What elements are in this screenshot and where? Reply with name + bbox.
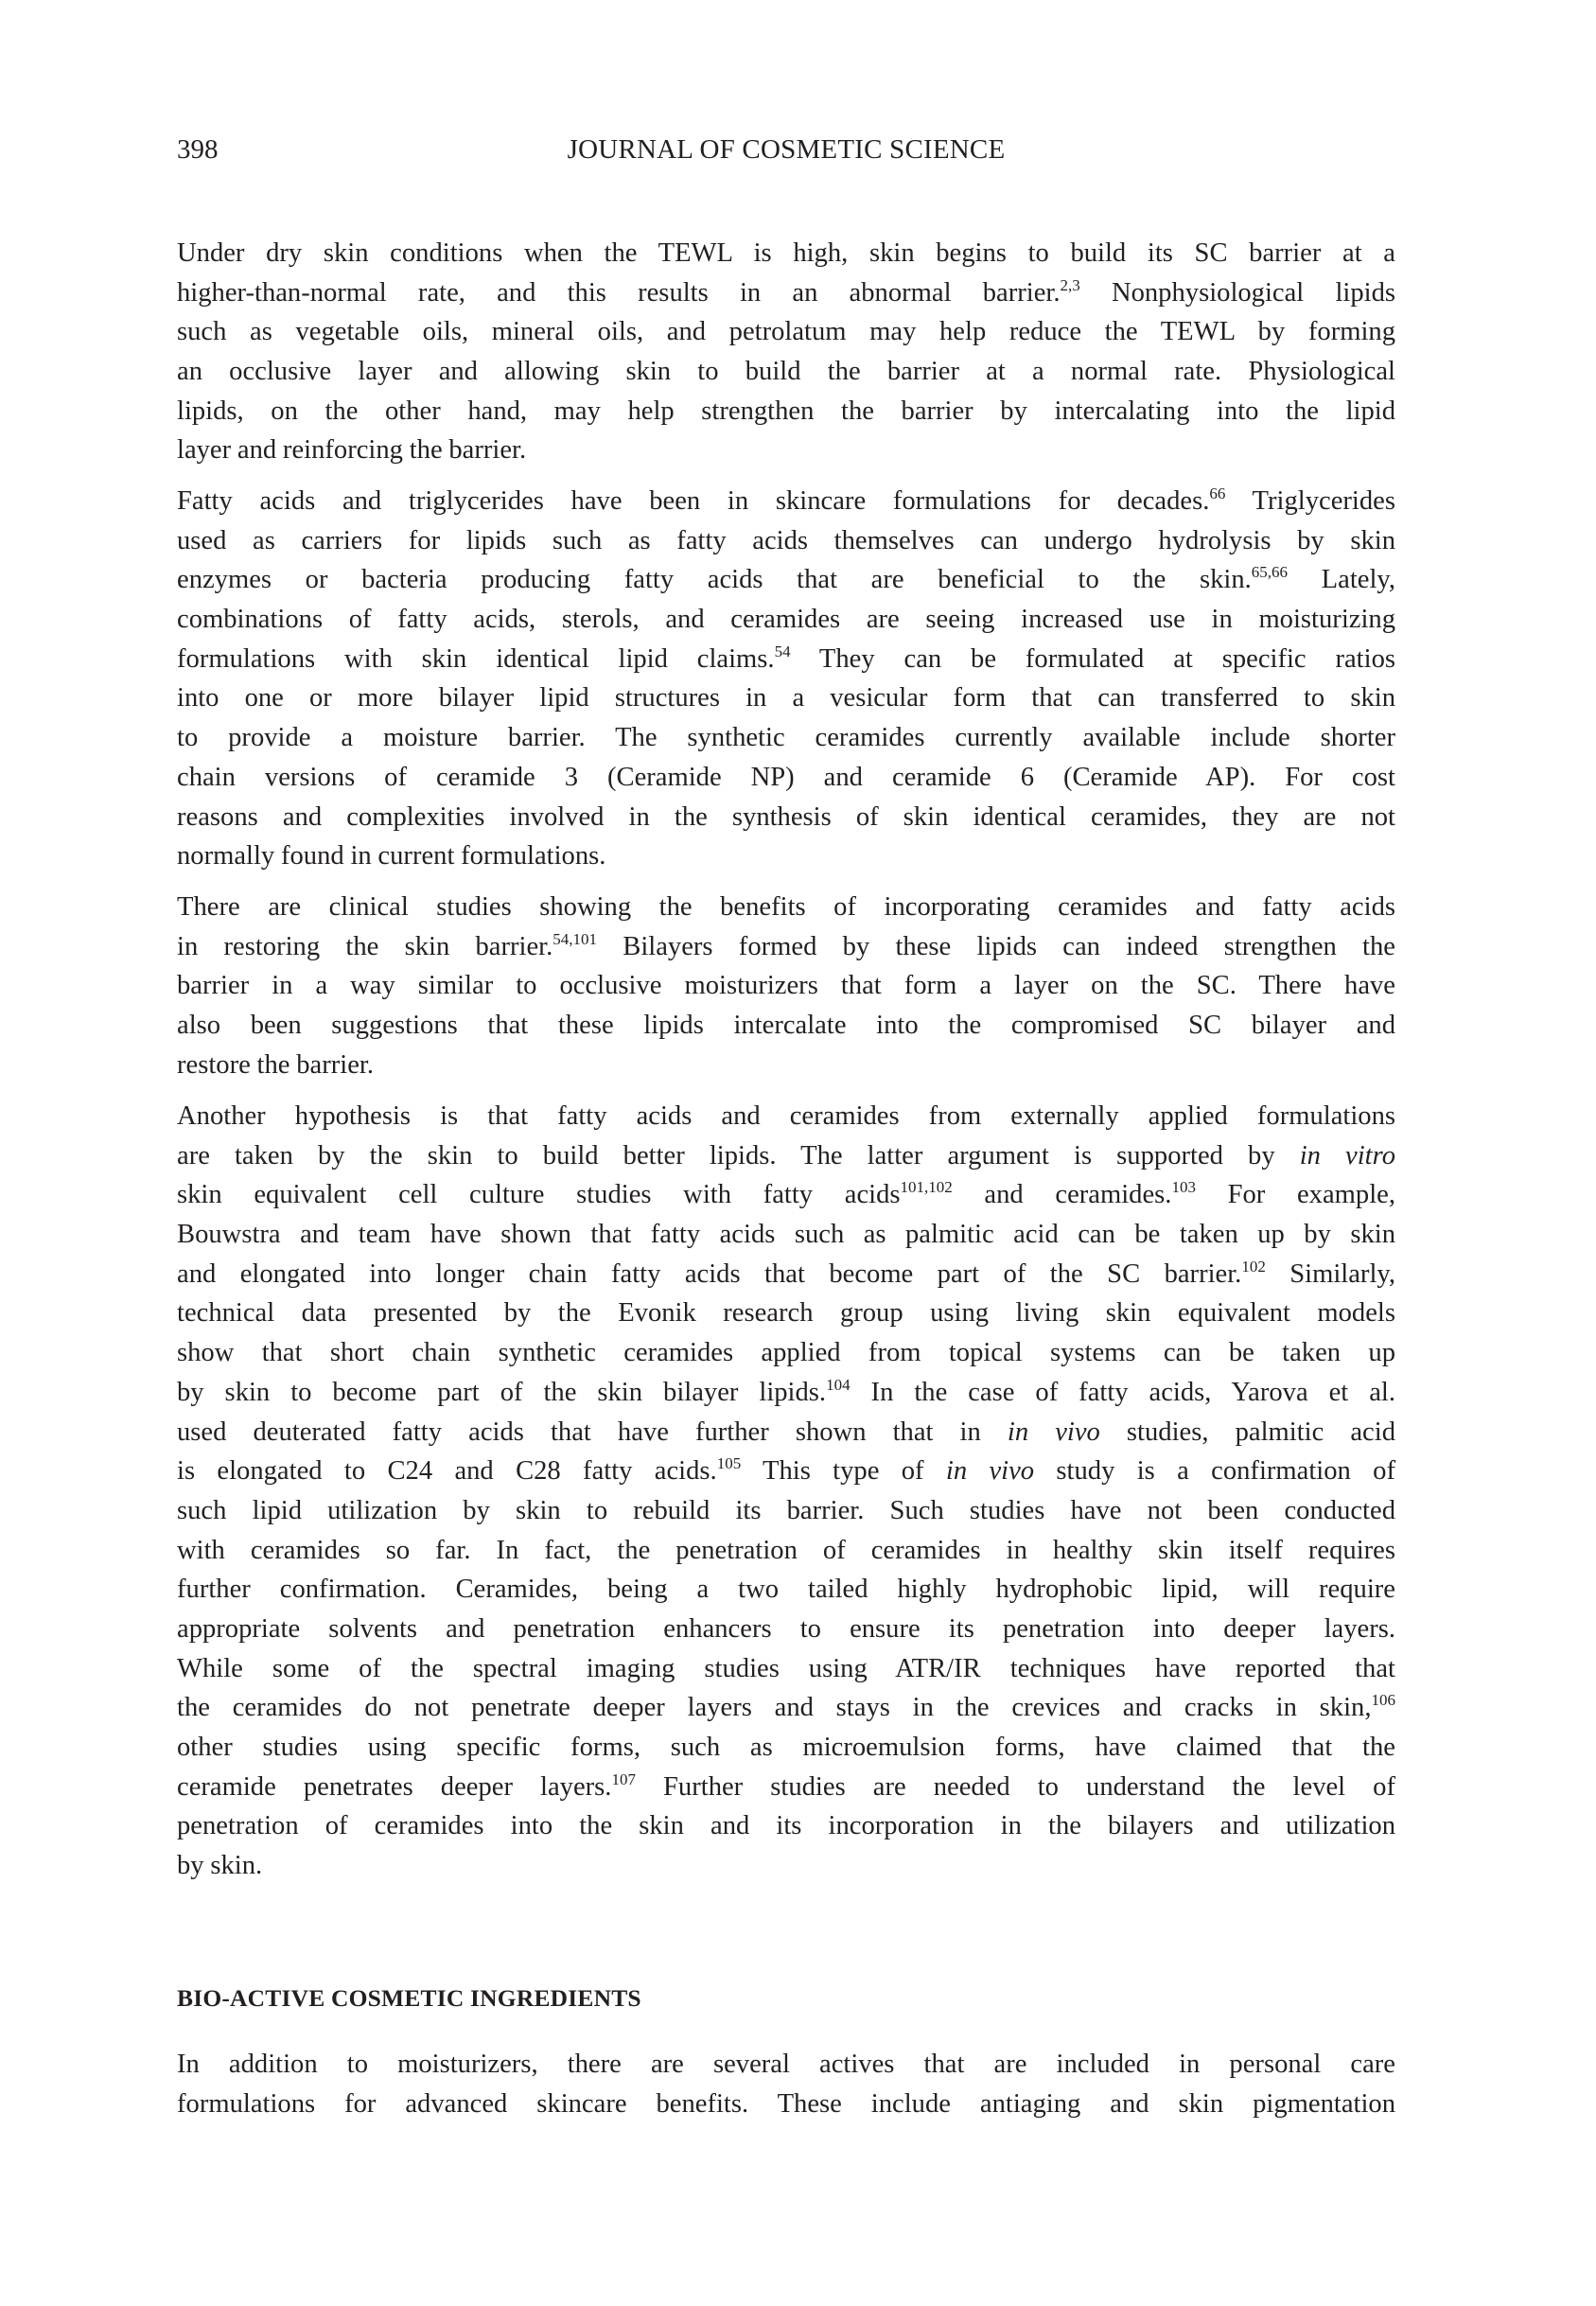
text-line [177, 1846, 1395, 1886]
citation-superscript: 104 [826, 1375, 851, 1394]
text-line [177, 1610, 1395, 1649]
section-heading: BIO-ACTIVE COSMETIC INGREDIENTS [177, 1984, 641, 2012]
text-line [177, 1452, 1395, 1491]
citation-superscript: 54 [774, 642, 791, 660]
text-line [177, 758, 1395, 798]
text-line [177, 678, 1395, 718]
paragraph-4 [177, 1097, 1395, 1886]
text-line [177, 1491, 1395, 1531]
text-line [177, 1806, 1395, 1846]
text-line [177, 234, 1395, 273]
citation-superscript: 101,102 [900, 1178, 953, 1197]
text-run: While some of the spectral imaging studies using ATR/IR techniques have reported that [177, 1653, 1395, 1683]
text-run: appropriate solvents and penetration enhancers to ensure its penetration into deeper layers. [177, 1613, 1395, 1644]
text-line [177, 1294, 1395, 1333]
text-run: Triglycerides [1225, 486, 1395, 516]
text-line [177, 640, 1395, 679]
text-run: such as vegetable oils, mineral oils, and petrolatum may help reduce the TEWL by forming [177, 317, 1395, 347]
text-run: and elongated into longer chain fatty acids that become part of the SC barrier. [177, 1259, 1242, 1289]
text-run: Under dry skin conditions when the TEWL is high, skin begins to build its SC barrier at a [177, 238, 1395, 268]
text-run: technical data presented by the Evonik research group using living skin equivalent models [177, 1298, 1395, 1329]
text-run: by skin to become part of the skin bilayer lipids. [177, 1377, 827, 1407]
text-run: normally found in current formulations. [177, 841, 606, 871]
text-line [177, 1728, 1395, 1768]
text-run: ceramide penetrates deeper layers. [177, 1771, 612, 1802]
citation-superscript: 107 [611, 1769, 636, 1788]
text-run: used as carriers for lipids such as fatty acids themselves can undergo hydrolysis by skin [177, 525, 1395, 555]
text-run: For example, [1195, 1180, 1395, 1210]
text-run: Fatty acids and triglycerides have been in skincare formulations for decades. [177, 486, 1210, 516]
text-run: There are clinical studies showing the benefits of incorporating ceramides and fatty acids [177, 892, 1395, 922]
text-line [177, 1215, 1395, 1255]
italic-term: in vivo [1007, 1417, 1100, 1447]
text-run: This type of [741, 1456, 946, 1487]
text-run: is elongated to C24 and C28 fatty acids. [177, 1456, 717, 1487]
text-run: Bouwstra and team have shown that fatty acids such as palmitic acid can be taken up by skin [177, 1220, 1395, 1250]
text-run: also been suggestions that these lipids intercalate into the compromised SC bilayer and [177, 1011, 1395, 1041]
text-run: They can be formulated at specific ratios [790, 643, 1395, 674]
text-line [177, 1175, 1395, 1215]
text-run: formulations for advanced skincare benefits. These include antiaging and skin pigmentation [177, 2088, 1395, 2119]
text-line [177, 1768, 1395, 1807]
text-line [177, 1413, 1395, 1452]
text-run: restore the barrier. [177, 1049, 374, 1080]
text-run: study is a confirmation of [1034, 1456, 1395, 1487]
citation-superscript: 2,3 [1060, 275, 1080, 294]
text-run: barrier in a way similar to occlusive moisturizers that form a layer on the SC. There have [177, 971, 1395, 1001]
citation-superscript: 66 [1209, 484, 1226, 502]
journal-title: JOURNAL OF COSMETIC SCIENCE [567, 134, 1006, 165]
text-line [177, 798, 1395, 837]
text-run: in restoring the skin barrier. [177, 931, 553, 961]
text-run: layer and reinforcing the barrier. [177, 435, 527, 466]
text-run: show that short chain synthetic ceramides applied from topical systems can be taken up [177, 1338, 1395, 1368]
text-run: to provide a moisture barrier. The synthetic ceramides currently available include shorter [177, 723, 1395, 753]
text-run: Further studies are needed to understand the level of [635, 1771, 1395, 1802]
text-line [177, 600, 1395, 640]
text-line [177, 1688, 1395, 1728]
text-line [177, 1097, 1395, 1136]
text-line [177, 1570, 1395, 1610]
citation-superscript: 54,101 [552, 929, 598, 948]
paragraph-2 [177, 482, 1395, 876]
text-run: such lipid utilization by skin to rebuild its barrier. Such studies have not been conducted [177, 1495, 1395, 1525]
text-run: Bilayers formed by these lipids can indeed strengthen the [597, 931, 1395, 961]
text-line [177, 888, 1395, 927]
text-run: In the case of fatty acids, Yarova et al. [850, 1377, 1395, 1407]
text-run: with ceramides so far. In fact, the penetration of ceramides in healthy skin itself requires [177, 1535, 1395, 1565]
text-line [177, 431, 1395, 470]
text-line [177, 1046, 1395, 1085]
text-run: other studies using specific forms, such as microemulsion forms, have claimed that the [177, 1733, 1395, 1762]
text-run: Lately, [1288, 565, 1395, 595]
text-line [177, 273, 1395, 313]
text-line [177, 1649, 1395, 1689]
text-line [177, 1255, 1395, 1294]
text-line [177, 836, 1395, 876]
paragraph-5 [177, 2045, 1395, 2123]
text-line [177, 966, 1395, 1006]
paragraph-1 [177, 234, 1395, 470]
text-line [177, 718, 1395, 758]
text-line [177, 927, 1395, 967]
text-run: further confirmation. Ceramides, being a two tailed highly hydrophobic lipid, will require [177, 1575, 1395, 1605]
text-run: studies, palmitic acid [1099, 1417, 1395, 1447]
text-run: by skin. [177, 1851, 263, 1881]
running-head [177, 131, 1395, 168]
text-run: In addition to moisturizers, there are several actives that are included in personal care [177, 2050, 1395, 2079]
text-run: into one or more bilayer lipid structures in a vesicular form that can transferred to skin [177, 683, 1395, 713]
text-run: penetration of ceramides into the skin and its incorporation in the bilayers and utilization [177, 1811, 1395, 1841]
text-run: Another hypothesis is that fatty acids and ceramides from externally applied formulations [177, 1101, 1395, 1131]
text-line [177, 1006, 1395, 1046]
text-run: are taken by the skin to build better lipids. The latter argument is supported by [177, 1140, 1300, 1171]
citation-superscript: 103 [1171, 1178, 1196, 1197]
text-run: formulations with skin identical lipid claims. [177, 643, 775, 674]
text-line [177, 521, 1395, 561]
text-run: an occlusive layer and allowing skin to build the barrier at a normal rate. Physiological [177, 357, 1395, 387]
text-line [177, 2045, 1395, 2085]
text-run: reasons and complexities involved in the synthesis of skin identical ceramides, they are not [177, 801, 1395, 832]
page-number: 398 [177, 134, 219, 165]
text-run: enzymes or bacteria producing fatty acids that are beneficial to the skin. [177, 565, 1252, 595]
text-run: used deuterated fatty acids that have further shown that in [177, 1417, 1008, 1447]
text-line [177, 312, 1395, 352]
text-line [177, 482, 1395, 521]
text-run: combinations of fatty acids, sterols, and ceramides are seeing increased use in moisturizing [177, 605, 1395, 635]
text-run: higher-than-normal rate, and this results in an abnormal barrier. [177, 277, 1061, 308]
citation-superscript: 106 [1371, 1691, 1395, 1710]
italic-term: in vivo [945, 1456, 1035, 1487]
text-run: the ceramides do not penetrate deeper layers and stays in the crevices and cracks in skin, [177, 1693, 1372, 1723]
text-run: skin equivalent cell culture studies with fatty acids [177, 1180, 901, 1210]
citation-superscript: 102 [1241, 1257, 1266, 1276]
text-run: Similarly, [1265, 1259, 1395, 1289]
paragraph-3 [177, 888, 1395, 1084]
text-line [177, 392, 1395, 431]
text-line [177, 1373, 1395, 1413]
text-line [177, 1333, 1395, 1373]
text-line [177, 2085, 1395, 2124]
text-run: and ceramides. [952, 1180, 1172, 1210]
text-run: Nonphysiological lipids [1079, 277, 1395, 308]
text-line [177, 1531, 1395, 1571]
text-line [177, 560, 1395, 600]
text-run: chain versions of ceramide 3 (Ceramide NP) and ceramide 6 (Ceramide AP). For cost [177, 762, 1395, 792]
text-run: lipids, on the other hand, may help strengthen the barrier by intercalating into the lipid [177, 396, 1395, 426]
italic-term: in vitro [1299, 1140, 1395, 1171]
text-line [177, 352, 1395, 392]
citation-superscript: 65,66 [1251, 563, 1289, 582]
text-line [177, 1136, 1395, 1176]
citation-superscript: 105 [716, 1454, 742, 1473]
